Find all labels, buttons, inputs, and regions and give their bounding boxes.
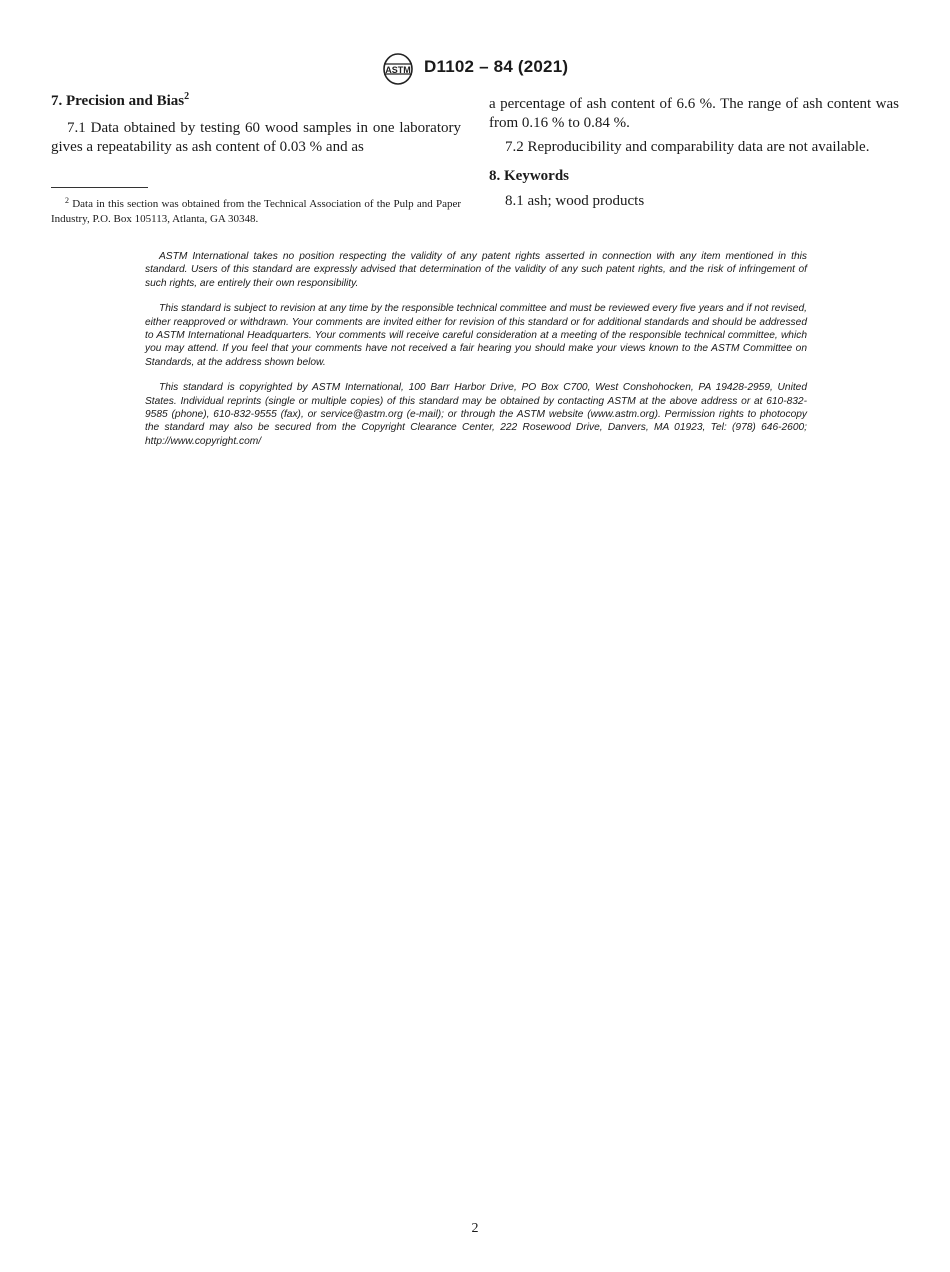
footnote-marker: 2	[65, 196, 69, 205]
section-7-heading: 7. Precision and Bias$^2$	[51, 91, 190, 109]
right-column	[489, 95, 899, 211]
revision-notice: This standard is subject to revision at any time by the responsible technical committee and must be reviewed every five years and if not revised, either reapproved or withdrawn. Your comments are invited either for revision of this standard or for additional standards and should be addressed to ASTM International Headquarters. Your comments will receive careful consideration at a meeting of the responsible technical committee, which you may attend. If you feel that your comments have not received a fair hearing you should make your views known to the ASTM Committee on Standards, at the address shown below.	[145, 303, 807, 368]
paragraph-8-1: 8.1 ash; wood products	[505, 193, 645, 209]
footnote-text: Data in this section was obtained from the Technical Association of the Pulp and Paper Industry, P.O. Box 105113, Atlanta, GA 30348.	[51, 198, 462, 225]
page-number: 2	[471, 1221, 479, 1236]
left-column	[51, 92, 461, 157]
footnote	[51, 197, 461, 227]
patent-notice: ASTM International takes no position respecting the validity of any patent rights asserted in connection with any item mentioned in this standard. Users of this standard are expressly advised that determination of the validity of any such patent rights, and the risk of infringement of such rights, are entirely their own responsibility.	[145, 251, 807, 289]
footnote-divider	[51, 187, 148, 188]
footnote-ref[interactable]: 2	[184, 91, 190, 102]
copyright-notice: This standard is copyrighted by ASTM International, 100 Barr Harbor Drive, PO Box C700, West Conshohocken, PA 19428-2959, United States. Individual reprints (single or multiple copies) of this standard may be obtained by contacting ASTM at the above address or at 610-832-9585 (phone), 610-832-9555 (fax), or service@astm.org (e-mail); or through the ASTM website (www.astm.org). Permission rights to photocopy the standard may also be secured from the Copyright Clearance Center, 222 Rosewood Drive, Danvers, MA 01923, Tel: (978) 646-2600; http://www.copyright.com/	[145, 382, 807, 447]
page-header	[0, 52, 950, 86]
legal-notices	[145, 250, 807, 460]
paragraph-7-1-start: 7.1 Data obtained by testing 60 wood samples in one laboratory gives a repeatability as ash content of 0.03 % and as	[51, 120, 461, 155]
svg-text:ASTM: ASTM	[385, 65, 411, 75]
document-designation: D1102 – 84 (2021)	[424, 57, 569, 76]
section-8-heading: 8. Keywords	[489, 168, 569, 184]
paragraph-7-2: 7.2 Reproducibility and comparability data are not available.	[505, 139, 870, 155]
astm-logo	[380, 52, 416, 86]
paragraph-7-1-end: a percentage of ash content of 6.6 %. The range of ash content was from 0.16 % to 0.84 %.	[489, 96, 899, 131]
